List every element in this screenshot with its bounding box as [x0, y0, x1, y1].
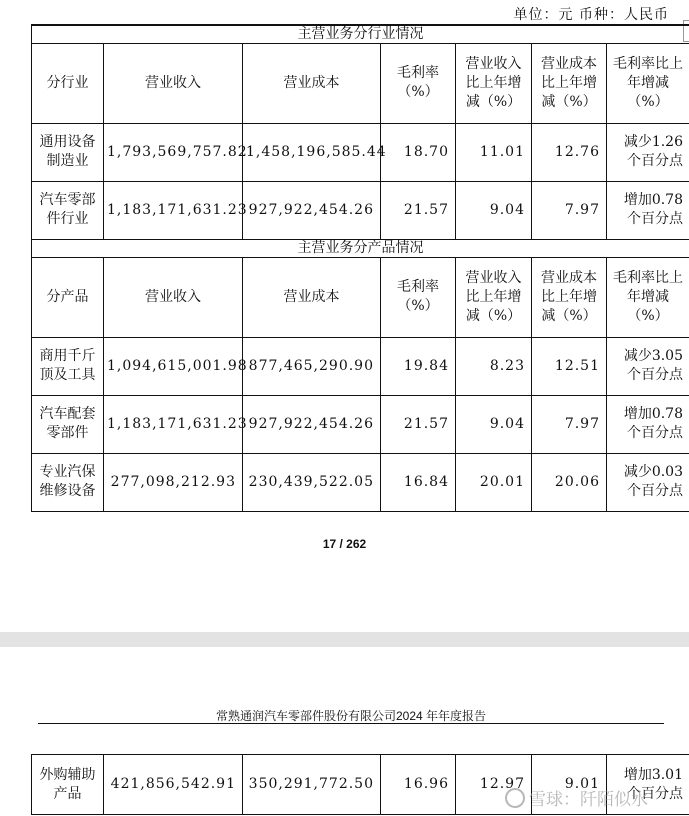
header-segment: 分行业 — [32, 43, 104, 123]
row-margin-change: 增加0.78个百分点 — [607, 395, 689, 453]
header-margin-change: 毛利率比上年增减（%） — [607, 257, 689, 337]
row-name: 通用设备制造业 — [32, 123, 104, 181]
row-revenue-change: 8.23 — [456, 337, 532, 395]
page-separator — [0, 632, 689, 647]
watermark-text: 雪球：阡陌似水 — [529, 790, 648, 810]
row-revenue: 1,183,171,631.23 — [104, 181, 243, 239]
report-header: 常熟通润汽车零部件股份有限公司2024 年年度报告 — [215, 709, 487, 723]
row-margin: 16.96 — [381, 755, 456, 815]
header-gross-margin: 毛利率（%） — [381, 257, 456, 337]
row-cost: 877,465,290.90 — [243, 337, 381, 395]
header-revenue: 营业收入 — [104, 257, 243, 337]
header-cost: 营业成本 — [243, 257, 381, 337]
row-cost: 1,458,196,585.44 — [243, 123, 381, 181]
row-revenue: 277,098,212.93 — [104, 453, 243, 511]
watermark — [505, 785, 648, 810]
row-margin-change: 减少1.26个百分点 — [607, 123, 689, 181]
row-revenue-change: 11.01 — [456, 123, 532, 181]
header-divider — [38, 723, 664, 724]
header-cost: 营业成本 — [243, 43, 381, 123]
table-row — [32, 395, 689, 453]
header-revenue-change: 营业收入比上年增减（%） — [456, 43, 532, 123]
row-margin: 21.57 — [381, 181, 456, 239]
header-revenue: 营业收入 — [104, 43, 243, 123]
header-gross-margin: 毛利率（%） — [381, 43, 456, 123]
row-margin-change: 增加3.01个百分点 — [607, 755, 689, 815]
table-row — [32, 337, 689, 395]
page-number: 17 / 262 — [322, 537, 367, 551]
row-cost-change: 12.51 — [532, 337, 607, 395]
header-cost-change: 营业成本比上年增减（%） — [532, 43, 607, 123]
row-name: 外购辅助产品 — [32, 755, 104, 815]
row-revenue: 421,856,542.91 — [104, 755, 243, 815]
table-row — [32, 453, 689, 511]
row-revenue-change: 9.04 — [456, 395, 532, 453]
product-section-title: 主营业务分产品情况 — [32, 239, 689, 257]
row-cost-change: 12.76 — [532, 123, 607, 181]
row-cost: 927,922,454.26 — [243, 395, 381, 453]
header-revenue-change: 营业收入比上年增减（%） — [456, 257, 532, 337]
row-cost-change: 7.97 — [532, 395, 607, 453]
snowball-logo-icon — [505, 788, 525, 808]
row-cost-change: 20.06 — [532, 453, 607, 511]
row-name: 商用千斤顶及工具 — [32, 337, 104, 395]
unit-currency-line: 单位：元 币种：人民币 — [513, 7, 669, 23]
row-cost-change: 9.01 — [532, 755, 607, 815]
row-margin-change: 减少0.03个百分点 — [607, 453, 689, 511]
row-cost-change: 7.97 — [532, 181, 607, 239]
row-revenue: 1,793,569,757.82 — [104, 123, 243, 181]
row-name: 汽车配套零部件 — [32, 395, 104, 453]
row-revenue-change: 9.04 — [456, 181, 532, 239]
main-business-table — [31, 24, 689, 512]
row-revenue: 1,183,171,631.23 — [104, 395, 243, 453]
row-margin: 19.84 — [381, 337, 456, 395]
row-name: 专业汽保维修设备 — [32, 453, 104, 511]
row-cost: 927,922,454.26 — [243, 181, 381, 239]
industry-section-title: 主营业务分行业情况 — [32, 25, 689, 43]
row-margin: 18.70 — [381, 123, 456, 181]
row-revenue-change: 20.01 — [456, 453, 532, 511]
row-margin: 16.84 — [381, 453, 456, 511]
row-margin-change: 增加0.78个百分点 — [607, 181, 689, 239]
table-row — [32, 181, 689, 239]
row-revenue: 1,094,615,001.98 — [104, 337, 243, 395]
row-margin: 21.57 — [381, 395, 456, 453]
row-cost: 350,291,772.50 — [243, 755, 381, 815]
row-name: 汽车零部件行业 — [32, 181, 104, 239]
header-cost-change: 营业成本比上年增减（%） — [532, 257, 607, 337]
row-revenue-change: 12.97 — [456, 755, 532, 815]
table-row — [32, 123, 689, 181]
header-margin-change: 毛利率比上年增减（%） — [607, 43, 689, 123]
row-margin-change: 减少3.05个百分点 — [607, 337, 689, 395]
row-cost: 230,439,522.05 — [243, 453, 381, 511]
header-segment: 分产品 — [32, 257, 104, 337]
